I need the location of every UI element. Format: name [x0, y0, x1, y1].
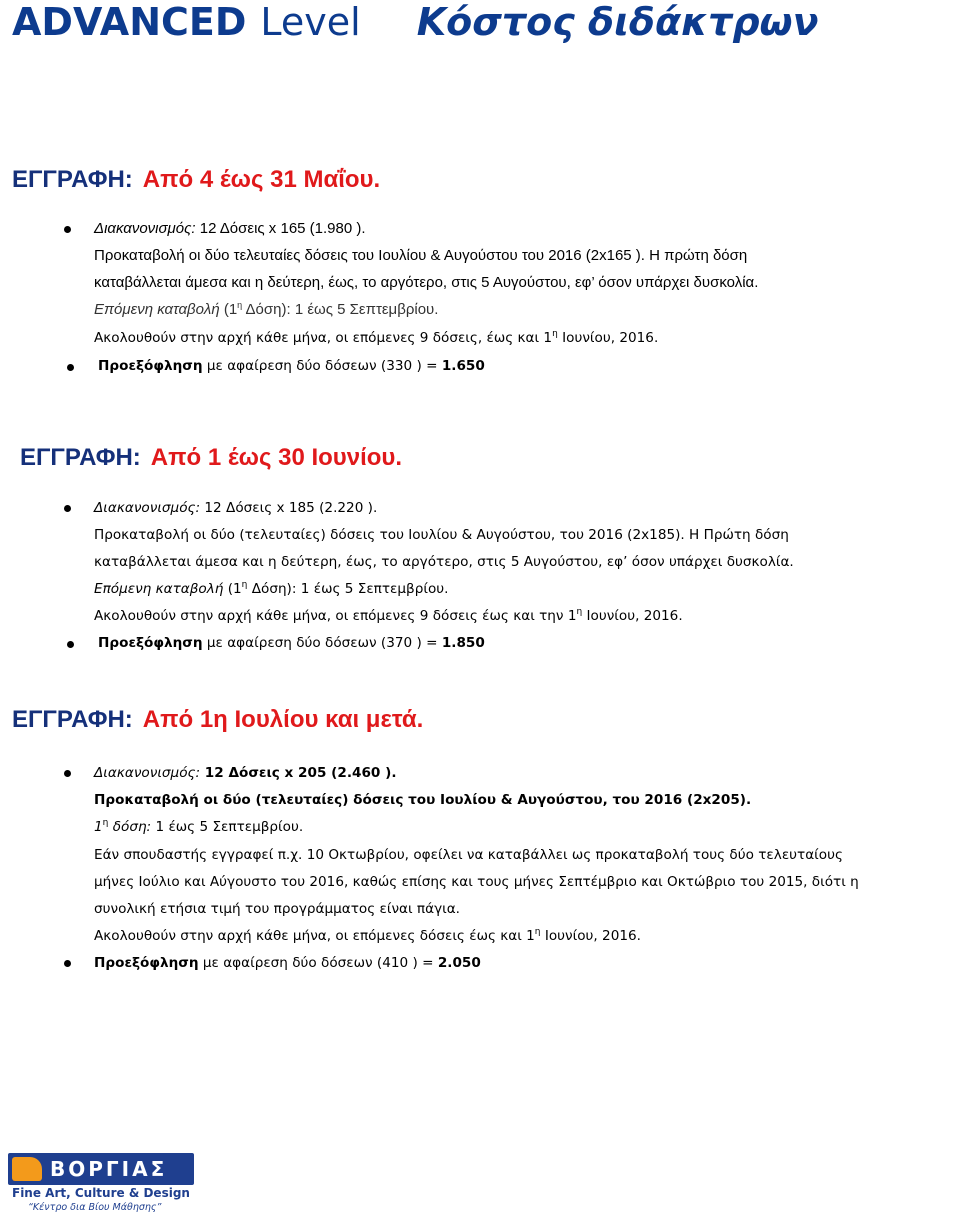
borgias-logo: [8, 1153, 208, 1215]
registration-label: ΕΓΓΡΑΦΗ:: [12, 166, 133, 193]
page-title: [12, 0, 818, 44]
late-registration-line-3: συνολική ετήσια τιμή του προγράμματος είναι πάγια.: [94, 901, 461, 917]
bullet-icon: [67, 364, 74, 371]
first-installment-line: $1^\eta$ δόση: 1 έως 5 Σεπτεμβρίου.: [94, 818, 304, 835]
title-level: Level: [260, 0, 361, 44]
prepayment-line: Προεξόφληση με αφαίρεση δύο δόσεων (410 ) = 2.050: [94, 955, 481, 971]
logo-name: ΒΟΡΓΙΑΣ: [50, 1157, 168, 1181]
logo-mark-icon: [12, 1157, 42, 1181]
late-registration-line-2: μήνες Ιούλιο και Αύγουστο του 2016, καθώς επίσης και τους μήνες Σεπτέμβριο και Οκτώβριο του 2015, διότι η: [94, 874, 859, 890]
registration-dates: Από 4 έως 31 Μαΐου.: [142, 166, 381, 193]
registration-label: ΕΓΓΡΑΦΗ:: [12, 706, 133, 733]
installments-line: Διακανονισμός: 12 Δόσεις x 205 (2.460 ).: [94, 765, 397, 781]
downpayment-cont-line: καταβάλλεται άμεσα και η δεύτερη, έως, το αργότερο, στις 5 Αυγούστου, εφ’ όσον υπάρχει δυσκολία.: [94, 274, 759, 291]
downpayment-cont-line: καταβάλλεται άμεσα και η δεύτερη, έως, το αργότερο, στις 5 Αυγούστου, εφ’ όσον υπάρχει δυσκολία.: [94, 554, 794, 570]
prepayment-line: Προεξόφληση με αφαίρεση δύο δόσεων (330 ) = 1.650: [98, 358, 485, 374]
installments-line: Διακανονισμός: 12 Δόσεις x 165 (1.980 ).: [94, 220, 366, 237]
downpayment-line: Προκαταβολή οι δύο τελευταίες δόσεις του Ιουλίου & Αυγούστου του 2016 (2x165 ). Η πρώτη δόση: [94, 247, 748, 264]
registration-label: ΕΓΓΡΑΦΗ:: [20, 444, 141, 471]
section-2-heading: [20, 443, 402, 473]
registration-dates: Από 1 έως 30 Ιουνίου.: [150, 444, 403, 471]
downpayment-line: Προκαταβολή οι δύο (τελευταίες) δόσεις του Ιουλίου & Αυγούστου, του 2016 (2x205).: [94, 792, 752, 808]
logo-subtitle: Fine Art, Culture & Design: [12, 1186, 190, 1200]
logo-banner: [8, 1153, 194, 1185]
prepayment-line: Προεξόφληση με αφαίρεση δύο δόσεων (370 ) = 1.850: [98, 635, 485, 651]
monthly-line: Ακολουθούν στην αρχή κάθε μήνα, οι επόμενες δόσεις έως και $1^\eta$ Ιουνίου, 2016.: [94, 927, 641, 944]
title-cost: Κόστος διδάκτρων: [416, 0, 819, 44]
bullet-icon: [64, 226, 71, 233]
logo-tagline: “Κέντρο δια Βίου Μάθησης”: [28, 1202, 162, 1213]
bullet-icon: [64, 960, 71, 967]
title-advanced: ADVANCED: [12, 0, 247, 44]
section-1-heading: [12, 165, 380, 195]
registration-dates: Από 1η Ιουλίου και μετά.: [142, 706, 424, 733]
installments-line: Διακανονισμός: 12 Δόσεις x 185 (2.220 ).: [94, 500, 378, 516]
monthly-line: Ακολουθούν στην αρχή κάθε μήνα, οι επόμενες 9 δόσεις έως και την $1^\eta$ Ιουνίου, 2016.: [94, 607, 683, 624]
late-registration-line-1: Εάν σπουδαστής εγγραφεί π.χ. 10 Οκτωβρίου, οφείλει να καταβάλλει ως προκαταβολή τους δύο τελευταίους: [94, 847, 843, 863]
bullet-icon: [64, 770, 71, 777]
section-3-heading: [12, 705, 423, 735]
next-payment-line: Επόμενη καταβολή ($1^\eta$ Δόση): 1 έως 5 Σεπτεμβρίου.: [94, 300, 439, 318]
downpayment-line: Προκαταβολή οι δύο (τελευταίες) δόσεις του Ιουλίου & Αυγούστου, του 2016 (2x185). Η Πρώτη δόση: [94, 527, 789, 543]
bullet-icon: [67, 641, 74, 648]
monthly-line: Ακολουθούν στην αρχή κάθε μήνα, οι επόμενες 9 δόσεις, έως και $1^\eta$ Ιουνίου, 2016.: [94, 329, 659, 346]
next-payment-line: Επόμενη καταβολή ($1^\eta$ Δόση): 1 έως 5 Σεπτεμβρίου.: [94, 580, 449, 597]
bullet-icon: [64, 505, 71, 512]
